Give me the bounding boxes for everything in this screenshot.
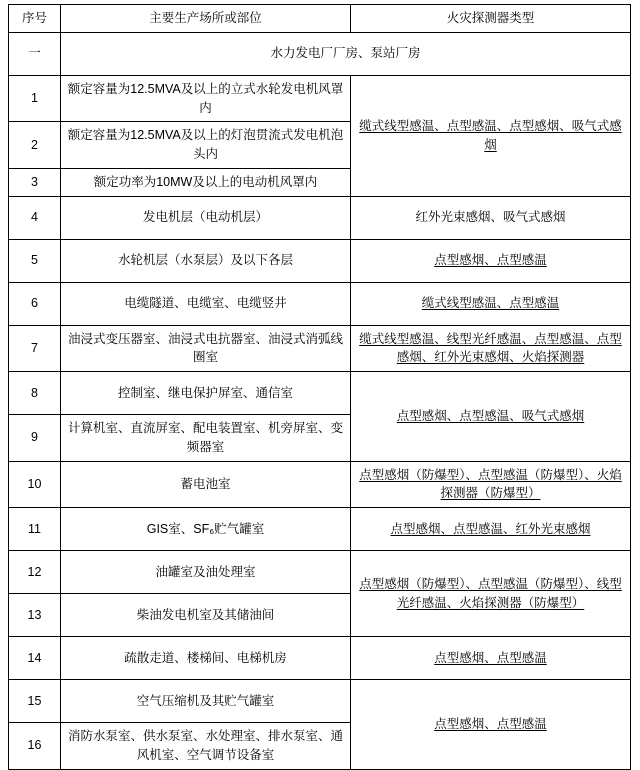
row-no: 一 [9, 32, 61, 75]
row-location: 电缆隧道、电缆室、电缆竖井 [61, 282, 351, 325]
row-no: 3 [9, 168, 61, 196]
row-no: 4 [9, 196, 61, 239]
table-row [9, 551, 631, 594]
row-section-title: 水力发电厂厂房、泵站厂房 [61, 32, 631, 75]
row-detector: 点型感烟、点型感温、吸气式感烟 [351, 372, 631, 462]
row-no: 10 [9, 461, 61, 508]
row-detector: 点型感烟、点型感温 [351, 239, 631, 282]
row-no: 16 [9, 723, 61, 770]
table-row [9, 282, 631, 325]
fire-detector-table [8, 4, 631, 770]
table-row [9, 32, 631, 75]
table-row [9, 637, 631, 680]
row-detector: 点型感烟（防爆型）、点型感温（防爆型）、火焰探测器（防爆型） [351, 461, 631, 508]
row-no: 13 [9, 594, 61, 637]
row-location: 发电机层（电动机层） [61, 196, 351, 239]
row-detector: 点型感烟、点型感温 [351, 637, 631, 680]
row-detector: 红外光束感烟、吸气式感烟 [351, 196, 631, 239]
table-row [9, 75, 631, 122]
row-no: 1 [9, 75, 61, 122]
row-no: 15 [9, 680, 61, 723]
document-page [0, 4, 640, 762]
row-no: 9 [9, 415, 61, 462]
table-header-row [9, 5, 631, 33]
row-location: 控制室、继电保护屏室、通信室 [61, 372, 351, 415]
column-header-location: 主要生产场所或部位 [61, 5, 351, 33]
row-location: 消防水泵室、供水泵室、水处理室、排水泵室、通风机室、空气调节设备室 [61, 723, 351, 770]
row-detector: 点型感烟、点型感温 [351, 680, 631, 770]
row-location: 额定功率为10MW及以上的电动机风罩内 [61, 168, 351, 196]
table-row [9, 461, 631, 508]
row-location: 计算机室、直流屏室、配电装置室、机旁屏室、变频器室 [61, 415, 351, 462]
column-header-detector: 火灾探测器类型 [351, 5, 631, 33]
row-location: GIS室、SF₆贮气罐室 [61, 508, 351, 551]
row-no: 2 [9, 122, 61, 169]
row-location: 蓄电池室 [61, 461, 351, 508]
row-location: 油罐室及油处理室 [61, 551, 351, 594]
row-location: 空气压缩机及其贮气罐室 [61, 680, 351, 723]
row-no: 8 [9, 372, 61, 415]
row-location: 油浸式变压器室、油浸式电抗器室、油浸式消弧线圈室 [61, 325, 351, 372]
row-location: 柴油发电机室及其储油间 [61, 594, 351, 637]
row-detector: 缆式线型感温、点型感温、点型感烟、吸气式感烟 [351, 75, 631, 196]
table-row [9, 196, 631, 239]
table-row [9, 680, 631, 723]
table-row [9, 508, 631, 551]
row-no: 14 [9, 637, 61, 680]
table-row [9, 372, 631, 415]
row-no: 6 [9, 282, 61, 325]
row-no: 5 [9, 239, 61, 282]
table-row [9, 239, 631, 282]
table-row [9, 325, 631, 372]
row-location: 额定容量为12.5MVA及以上的立式水轮发电机风罩内 [61, 75, 351, 122]
row-detector: 点型感烟（防爆型）、点型感温（防爆型）、线型光纤感温、火焰探测器（防爆型） [351, 551, 631, 637]
row-location: 额定容量为12.5MVA及以上的灯泡贯流式发电机泡头内 [61, 122, 351, 169]
row-no: 12 [9, 551, 61, 594]
row-no: 7 [9, 325, 61, 372]
row-location: 水轮机层（水泵层）及以下各层 [61, 239, 351, 282]
column-header-no: 序号 [9, 5, 61, 33]
row-no: 11 [9, 508, 61, 551]
row-detector: 缆式线型感温、线型光纤感温、点型感温、点型感烟、红外光束感烟、火焰探测器 [351, 325, 631, 372]
row-detector: 点型感烟、点型感温、红外光束感烟 [351, 508, 631, 551]
row-detector: 缆式线型感温、点型感温 [351, 282, 631, 325]
row-location: 疏散走道、楼梯间、电梯机房 [61, 637, 351, 680]
